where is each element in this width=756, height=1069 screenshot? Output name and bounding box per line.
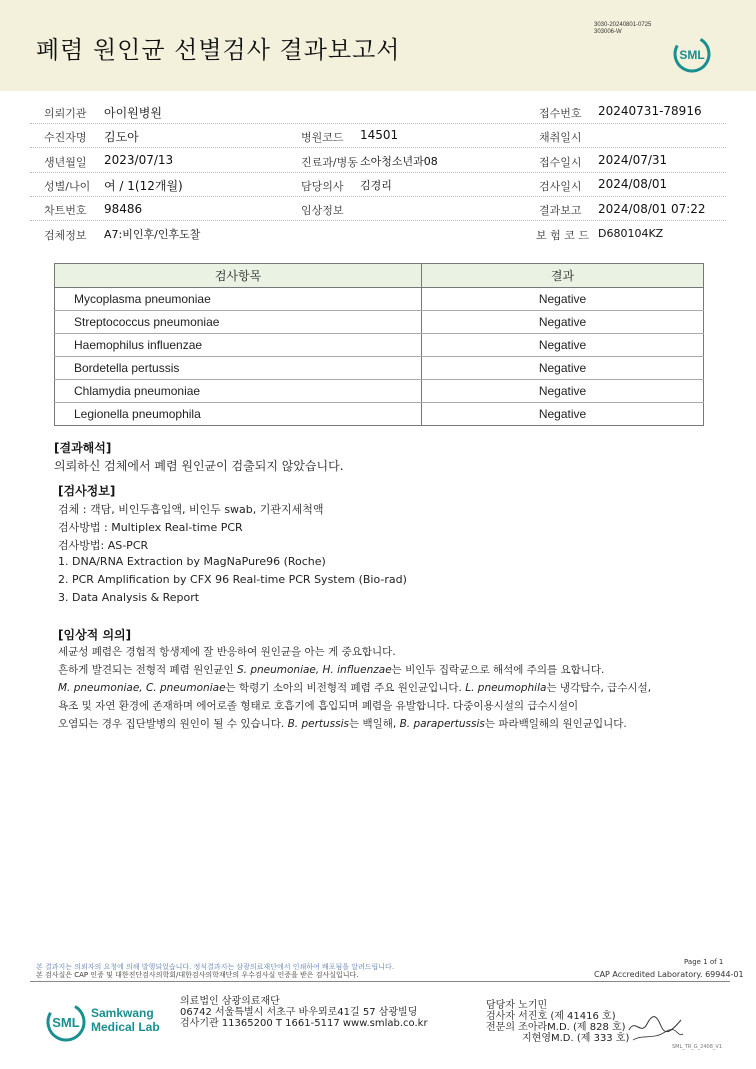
test-info-line: 검사방법: AS-PCR <box>58 539 149 552</box>
chart-value: 98486 <box>104 202 143 216</box>
req-org-value: 아이원병원 <box>104 106 162 120</box>
table-row <box>55 334 704 357</box>
interpretation-heading: [결과해석] <box>54 441 112 455</box>
clinical-line: 흔하게 발견되는 전형적 폐렴 원인균인 S. pneumoniae, H. influenzae는 비인두 집락균으로 해석에 주의를 요합니다. <box>58 664 605 676</box>
signature-icon <box>625 1010 685 1044</box>
test-info-line: 검체 : 객담, 비인두흡입액, 비인두 swab, 기관지세척액 <box>58 503 324 516</box>
report-date-value: 2024/08/01 07:22 <box>598 202 706 216</box>
footer-org: 의료법인 삼광의료재단 <box>180 996 280 1007</box>
patient-value: 김도아 <box>104 130 139 144</box>
table-row <box>55 403 704 426</box>
footer-notice-2: 본 검사실은 CAP 인증 및 대한진단검사의학회/대한검사의학재단의 우수검사실 인증을 받은 검사실입니다. <box>36 971 359 979</box>
col-result-header: 결과 <box>422 264 704 288</box>
test-info-line: 3. Data Analysis & Report <box>58 591 200 604</box>
interpretation-text: 의뢰하신 검체에서 폐렴 원인균이 검출되지 않았습니다. <box>54 459 344 473</box>
table-row <box>55 357 704 380</box>
table-row <box>55 288 704 311</box>
test-result: Negative <box>422 311 704 334</box>
clinical-line: 욕조 및 자연 환경에 존재하며 에어로졸 형태로 호흡기에 흡입되며 폐렴을 유발합니다. 다중이용시설의 급수시설이 <box>58 700 579 712</box>
row-divider <box>30 220 726 221</box>
sex-age-value: 여 / 1(12개월) <box>104 179 183 193</box>
sml-logo-icon <box>672 34 712 74</box>
row-divider <box>30 123 726 124</box>
receipt-date-label: 접수일시 <box>539 156 582 169</box>
receipt-date-value: 2024/07/31 <box>598 153 668 167</box>
table-row <box>55 311 704 334</box>
svg-text:SML: SML <box>52 1015 80 1030</box>
footer-divider <box>30 981 730 982</box>
test-result: Negative <box>422 288 704 311</box>
logo-name-2: Medical Lab <box>91 1020 160 1034</box>
receipt-no-value: 20240731-78916 <box>598 104 702 118</box>
company-logo-text <box>91 1006 160 1034</box>
clinical-heading: [임상적 의의] <box>58 628 132 642</box>
clinical-line: 오염되는 경우 집단발병의 원인이 될 수 있습니다. B. pertussis는 백일해, B. parapertussis는 파라백일해의 원인균입니다. <box>58 718 627 730</box>
footer-institution: 검사기관 11365200 T 1661-5117 www.smlab.co.kr <box>180 1018 428 1029</box>
specimen-label: 검체정보 <box>44 229 87 242</box>
report-date-label: 결과보고 <box>539 204 582 217</box>
doctor-label: 담당의사 <box>301 180 344 193</box>
clinical-line: M. pneumoniae, C. pneumoniae는 학령기 소아의 비전형적 폐렴 주요 원인균입니다. L. pneumophila는 냉각탑수, 급수시설, <box>58 682 652 694</box>
insurance-label: 보 험 코 드 <box>536 229 589 242</box>
test-item: Streptococcus pneumoniae <box>55 311 422 334</box>
dept-value: 소아청소년과08 <box>360 155 438 168</box>
test-date-value: 2024/08/01 <box>598 177 668 191</box>
test-info-line: 2. PCR Amplification by CFX 96 Real-time PCR System (Bio-rad) <box>58 573 407 586</box>
patient-label: 수진자명 <box>44 131 87 144</box>
test-date-label: 검사일시 <box>539 180 582 193</box>
test-item: Mycoplasma pneumoniae <box>55 288 422 311</box>
table-header-row <box>55 264 704 288</box>
test-result: Negative <box>422 380 704 403</box>
req-org-label: 의뢰기관 <box>44 107 87 120</box>
birth-label: 생년월일 <box>44 156 87 169</box>
test-info-heading: [검사정보] <box>58 484 116 498</box>
sml-footer-logo-icon <box>44 1000 88 1044</box>
code-line-1: 3030-20240801-0725 <box>594 22 652 28</box>
footer-address: 06742 서울특별시 서초구 바우뫼로41길 57 삼광빌딩 <box>180 1007 418 1018</box>
doctor-value: 김경리 <box>360 179 392 192</box>
form-code: SML_TR_G_2408_V1 <box>672 1044 723 1050</box>
test-info-line: 검사방법 : Multiplex Real-time PCR <box>58 521 243 534</box>
clinical-line: 세균성 폐렴은 경험적 항생제에 잘 반응하여 원인균을 아는 게 중요합니다. <box>58 646 396 658</box>
clinical-label: 임상정보 <box>301 204 344 217</box>
test-item: Haemophilus influenzae <box>55 334 422 357</box>
col-item-header: 검사항목 <box>55 264 422 288</box>
report-code <box>594 22 651 36</box>
specimen-value: A7:비인후/인후도찰 <box>104 228 201 241</box>
staff-line: 담당자 노기민 <box>486 1000 548 1011</box>
test-item: Bordetella pertussis <box>55 357 422 380</box>
staff-line: 검사자 서진호 (제 41416 호) <box>486 1011 616 1022</box>
code-line-2: 303006-W <box>594 29 622 35</box>
collect-date-label: 채취일시 <box>539 131 582 144</box>
row-divider <box>30 196 726 197</box>
insurance-value: D680104KZ <box>598 227 664 240</box>
svg-text:SML: SML <box>679 48 705 62</box>
chart-label: 차트번호 <box>44 204 87 217</box>
staff-line: 지현영M.D. (제 333 호) <box>522 1033 630 1044</box>
logo-name-1: Samkwang <box>91 1006 154 1020</box>
receipt-no-label: 접수번호 <box>539 107 582 120</box>
test-result: Negative <box>422 357 704 380</box>
footer-notice-1: 본 결과지는 의뢰자의 요청에 의해 발행되었습니다. 정식결과지는 삼광의료재단에서 인쇄하여 배포됨을 알려드립니다. <box>36 963 395 971</box>
row-divider <box>30 172 726 173</box>
table-row <box>55 380 704 403</box>
hosp-code-value: 14501 <box>360 128 399 142</box>
report-title: 폐렴 원인균 선별검사 결과보고서 <box>36 36 401 64</box>
page-number: Page 1 of 1 <box>684 958 724 966</box>
test-item: Chlamydia pneumoniae <box>55 380 422 403</box>
cap-accreditation: CAP Accredited Laboratory. 69944-01 <box>594 970 744 979</box>
test-result: Negative <box>422 403 704 426</box>
test-result: Negative <box>422 334 704 357</box>
dept-label: 진료과/병동 <box>301 156 358 169</box>
test-info-line: 1. DNA/RNA Extraction by MagNaPure96 (Roche) <box>58 555 326 568</box>
results-table <box>54 263 704 426</box>
birth-value: 2023/07/13 <box>104 153 174 167</box>
row-divider <box>30 147 726 148</box>
hosp-code-label: 병원코드 <box>301 131 344 144</box>
test-item: Legionella pneumophila <box>55 403 422 426</box>
sex-age-label: 성별/나이 <box>44 180 91 193</box>
staff-line: 전문의 조아라M.D. (제 828 호) <box>486 1022 626 1033</box>
